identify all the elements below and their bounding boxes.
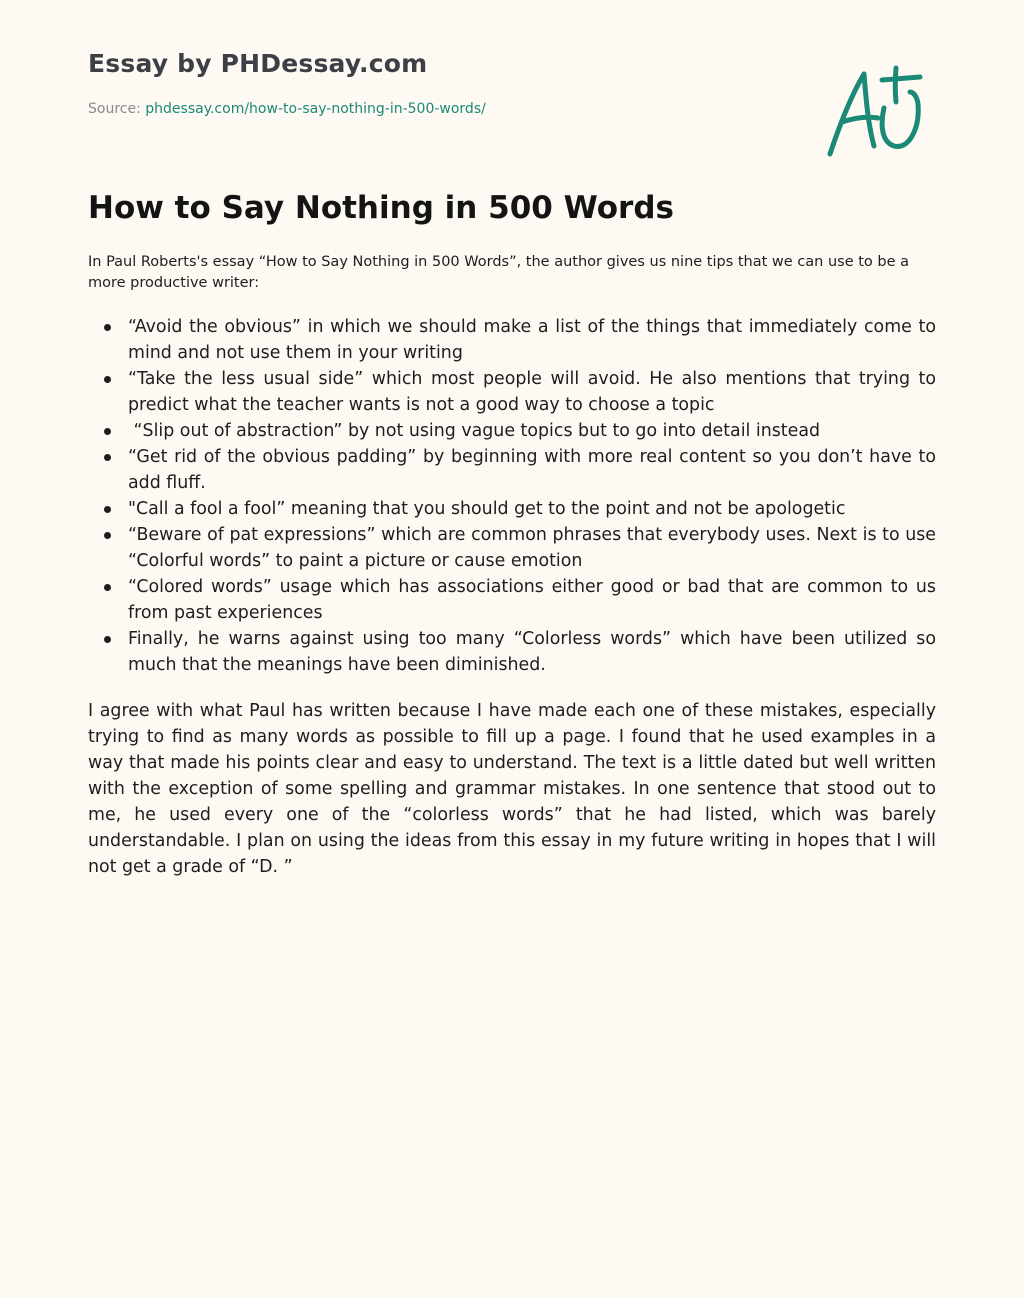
tip-text: “Get rid of the obvious padding” by beginning with more real content so you don’t have to add fluff. bbox=[128, 447, 936, 493]
tip-text: "Call a fool a fool” meaning that you should get to the point and not be apologetic bbox=[128, 499, 846, 519]
tip-text: “Take the less usual side” which most people will avoid. He also mentions that trying to predict what the teacher wants is not a good way to choose a topic bbox=[128, 369, 936, 415]
essay-closing: I agree with what Paul has written because I have made each one of these mistakes, especially trying to find as many words as possible to fill up a page. I found that he used examples in a way that made his points clear and easy to understand. The text is a little dated but well written with the exception of some spelling and grammar mistakes. In one sentence that stood out to me, he used every one of the “colorless words” that he had listed, which was barely understandable. I plan on using the ideas from this essay in my future writing in hopes that I will not get a grade of “D. ” bbox=[88, 701, 936, 877]
bullet-icon bbox=[104, 454, 111, 461]
bullet-icon bbox=[104, 636, 111, 643]
list-item bbox=[88, 626, 936, 678]
list-item bbox=[88, 444, 936, 496]
list-item bbox=[88, 522, 936, 574]
tip-text: “Slip out of abstraction” by not using vague topics but to go into detail instead bbox=[128, 421, 821, 441]
tip-text: “Beware of pat expressions” which are common phrases that everybody uses. Next is to use “Colorful words” to paint a picture or cause emotion bbox=[128, 525, 936, 571]
source-label: Source: bbox=[88, 101, 141, 117]
essay-intro: In Paul Roberts's essay “How to Say Nothing in 500 Words”, the author gives us nine tips that we can use to be a more productive writer: bbox=[88, 254, 910, 291]
tip-text: Finally, he warns against using too many “Colorless words” which have been utilized so much that the meanings have been diminished. bbox=[128, 629, 936, 675]
list-item bbox=[88, 314, 936, 366]
bullet-icon bbox=[104, 376, 111, 383]
essay-title: How to Say Nothing in 500 Words bbox=[88, 190, 674, 226]
bullet-icon bbox=[104, 428, 111, 435]
tips-list bbox=[88, 314, 936, 678]
tip-text: “Colored words” usage which has associations either good or bad that are common to us from past experiences bbox=[128, 577, 936, 623]
bullet-icon bbox=[104, 532, 111, 539]
bullet-icon bbox=[104, 506, 111, 513]
site-title: Essay by PHDessay.com bbox=[88, 49, 428, 78]
list-item bbox=[88, 574, 936, 626]
tip-text: “Avoid the obvious” in which we should make a list of the things that immediately come to mind and not use them in your writing bbox=[128, 317, 936, 363]
list-item bbox=[88, 496, 936, 522]
source-line bbox=[88, 101, 486, 117]
list-item bbox=[88, 366, 936, 418]
source-link[interactable]: phdessay.com/how-to-say-nothing-in-500-words/ bbox=[145, 101, 486, 117]
list-item bbox=[88, 418, 936, 444]
a-plus-logo-icon bbox=[822, 64, 928, 164]
bullet-icon bbox=[104, 324, 111, 331]
bullet-icon bbox=[104, 584, 111, 591]
